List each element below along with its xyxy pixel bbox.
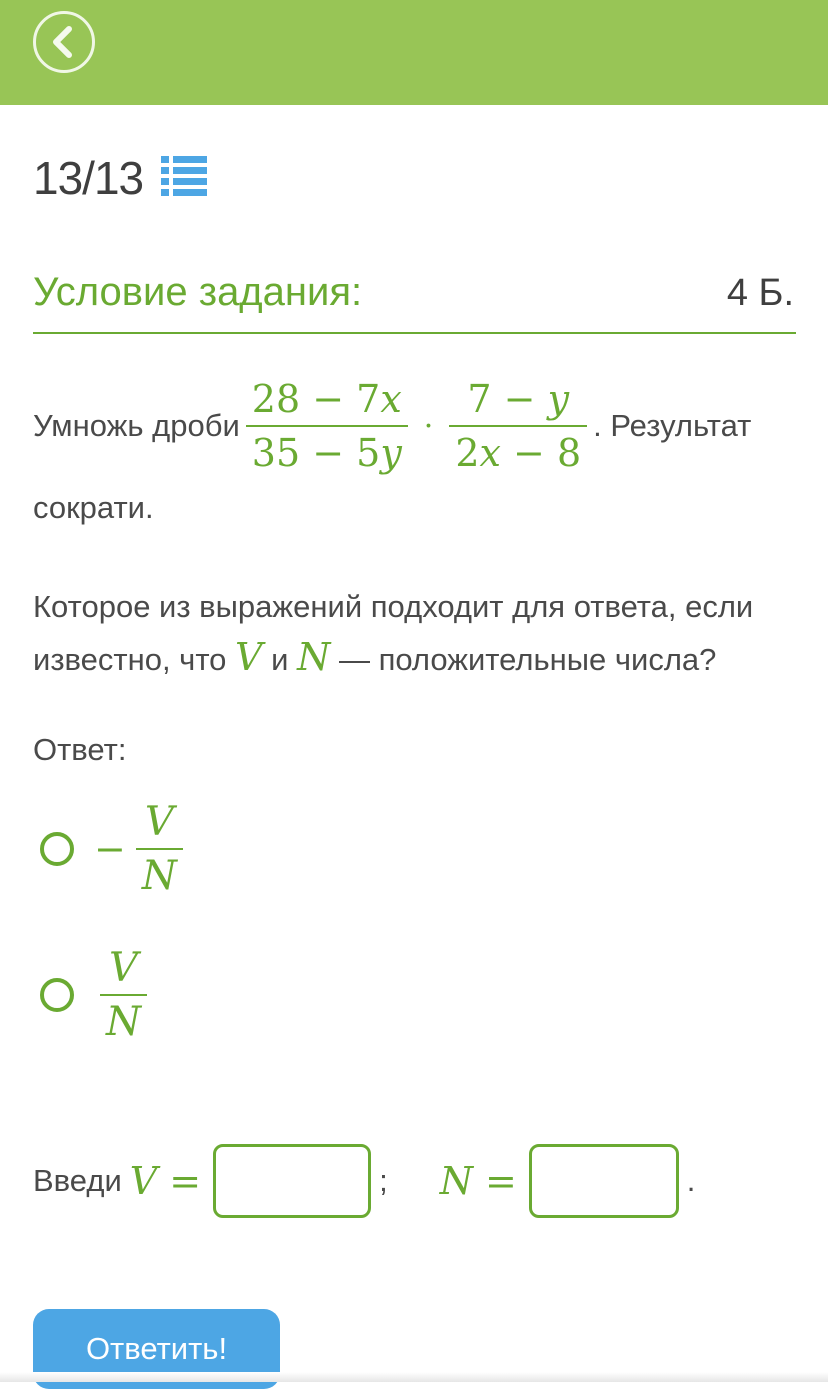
enter-values-row bbox=[33, 1142, 695, 1220]
submit-button[interactable]: Ответить! bbox=[33, 1309, 280, 1389]
task-counter bbox=[33, 148, 209, 208]
question-text-1: Которое из выражений подходит для ответа, если известно, что bbox=[33, 589, 754, 677]
bottom-shadow bbox=[0, 1372, 828, 1382]
equals-sign: = bbox=[484, 1159, 517, 1203]
enter-label: Введи bbox=[33, 1163, 122, 1198]
question-and: и bbox=[271, 642, 289, 677]
var-n: N bbox=[297, 635, 331, 679]
counter-text: 13/13 bbox=[33, 152, 144, 204]
question-text bbox=[33, 582, 793, 685]
equals-sign: = bbox=[169, 1159, 202, 1203]
task-line-2: сократи. bbox=[33, 490, 154, 525]
frac1-den: 35 − 5 bbox=[251, 431, 381, 475]
minus-sign: − bbox=[94, 827, 126, 871]
enter-var-v: V bbox=[129, 1159, 158, 1203]
chevron-left-icon bbox=[36, 14, 92, 70]
frac2-den-pre: 2 bbox=[455, 431, 480, 475]
frac1-num-var: x bbox=[380, 377, 402, 421]
back-button[interactable] bbox=[33, 11, 95, 73]
condition-title: Условие задания: bbox=[33, 270, 363, 314]
task-statement bbox=[33, 372, 803, 526]
option-2-num: V bbox=[109, 945, 138, 991]
task-prefix: Умножь дроби bbox=[33, 408, 240, 443]
top-bar bbox=[0, 0, 828, 105]
enter-var-n: N bbox=[439, 1159, 473, 1203]
radio-button[interactable] bbox=[40, 832, 74, 866]
answer-option-1[interactable] bbox=[40, 800, 189, 898]
frac2-den-post: − 8 bbox=[500, 431, 582, 475]
v-input[interactable] bbox=[213, 1144, 371, 1218]
frac1-den-var: y bbox=[380, 431, 402, 475]
radio-button[interactable] bbox=[40, 978, 74, 1012]
answer-option-2[interactable] bbox=[40, 946, 153, 1044]
var-v: V bbox=[235, 635, 263, 679]
option-1-den: N bbox=[141, 853, 177, 899]
frac2-num: 7 − bbox=[467, 377, 548, 421]
list-icon[interactable] bbox=[161, 154, 209, 203]
frac2-num-var: y bbox=[547, 377, 570, 421]
option-1-fraction bbox=[136, 800, 183, 898]
option-1-num: V bbox=[144, 799, 174, 845]
fraction-2 bbox=[449, 377, 587, 475]
option-2-den: N bbox=[106, 999, 141, 1045]
frac1-num: 28 − 7 bbox=[251, 377, 381, 421]
question-text-2: — положительные числа? bbox=[338, 642, 717, 677]
frac2-den-var: x bbox=[479, 431, 501, 475]
period: . bbox=[686, 1163, 696, 1198]
answer-label: Ответ: bbox=[33, 732, 127, 767]
divider bbox=[33, 332, 796, 334]
points-value: 4 Б. bbox=[726, 272, 794, 314]
option-2-fraction bbox=[100, 946, 147, 1044]
n-input[interactable] bbox=[529, 1144, 679, 1218]
semicolon: ; bbox=[379, 1163, 388, 1198]
task-suffix: . Результат bbox=[593, 408, 752, 443]
multiply-dot: · bbox=[423, 408, 434, 444]
fraction-1 bbox=[246, 377, 408, 475]
